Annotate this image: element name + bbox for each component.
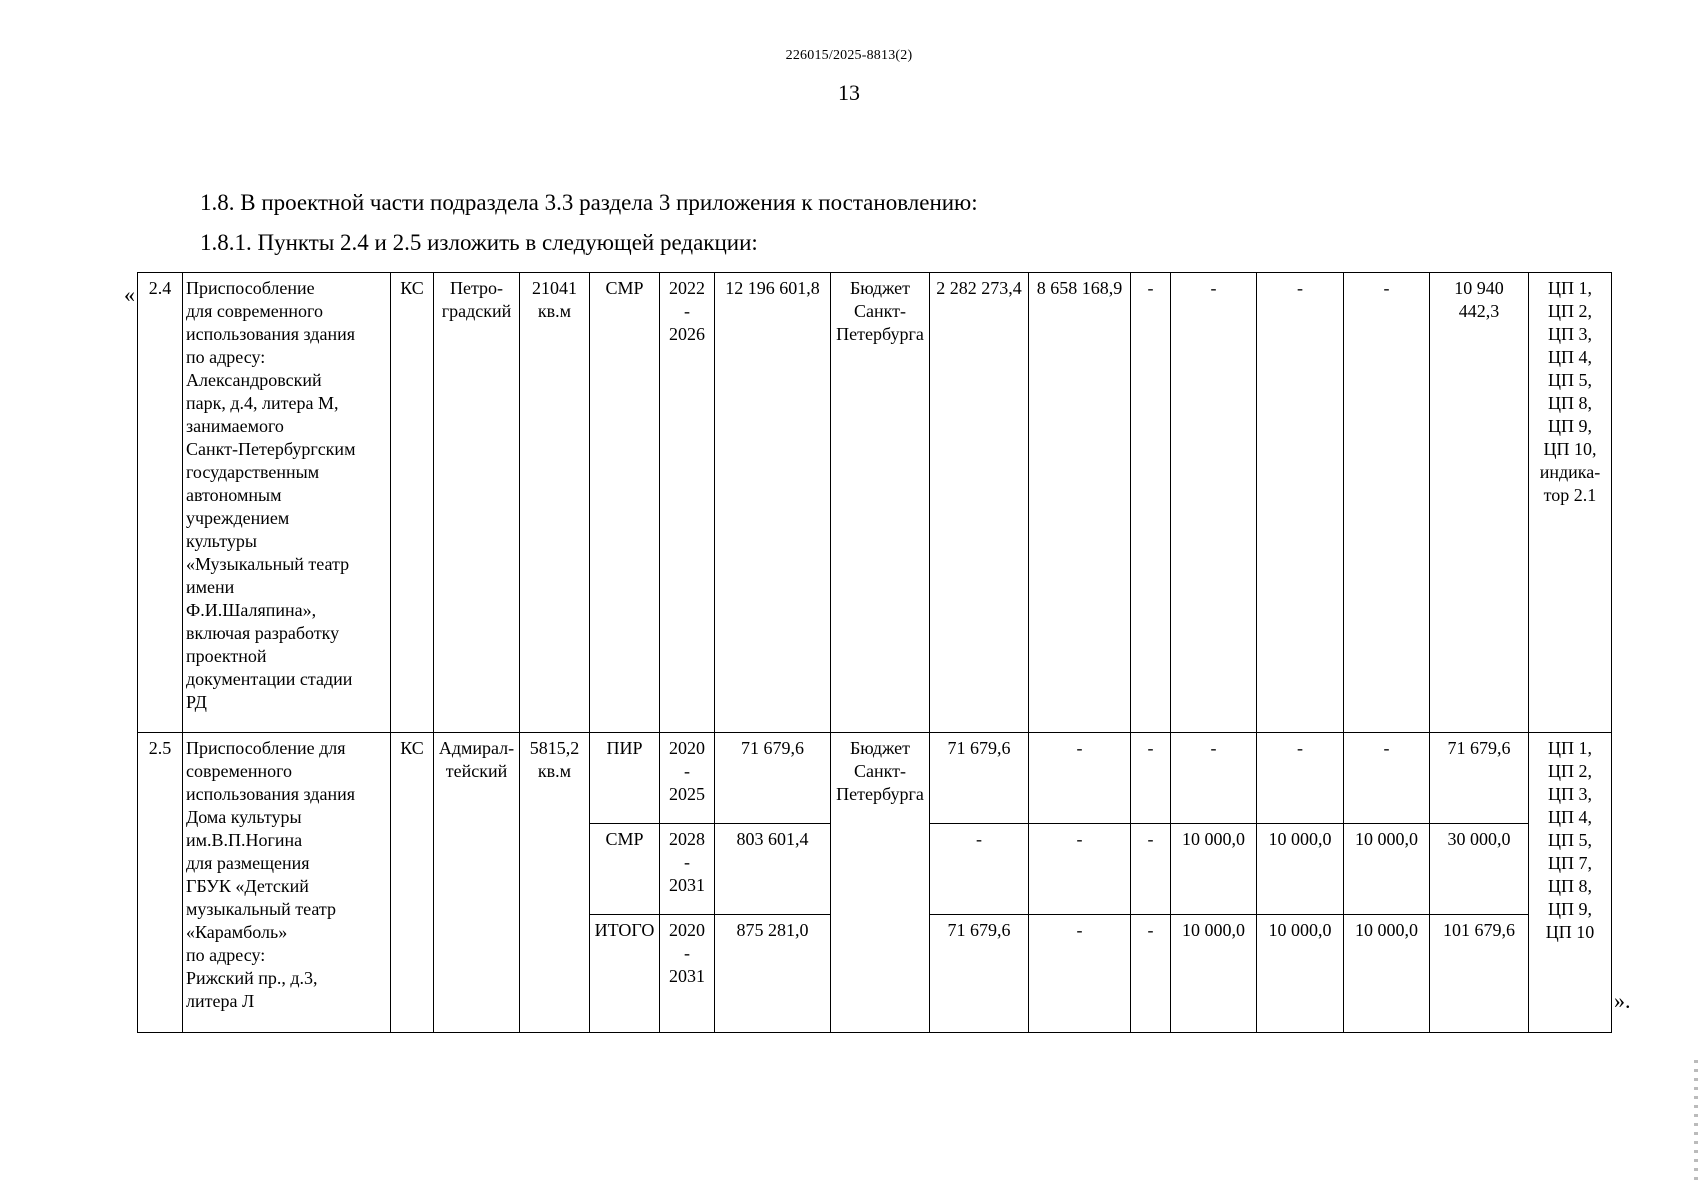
years: 2022 - 2026 bbox=[660, 273, 715, 733]
area: 21041 кв.м bbox=[520, 273, 590, 733]
value-col-1: 71 679,6 bbox=[930, 733, 1029, 824]
value-col-4: - bbox=[1171, 273, 1257, 733]
intro-line-1: 1.8. В проектной части подраздела 3.3 раздела 3 приложения к постановлению: bbox=[200, 190, 978, 215]
work-type: ИТОГО bbox=[590, 915, 660, 1033]
row-number: 2.5 bbox=[138, 733, 183, 1033]
value-total: 101 679,6 bbox=[1430, 915, 1529, 1033]
indicators: ЦП 1, ЦП 2, ЦП 3, ЦП 4, ЦП 5, ЦП 7, ЦП 8, ЦП 9, ЦП 10 bbox=[1529, 733, 1612, 1033]
work-type: СМР bbox=[590, 273, 660, 733]
ks-code: КС bbox=[391, 273, 434, 733]
opening-quote: « bbox=[124, 282, 135, 307]
years: 2020 - 2025 bbox=[660, 733, 715, 824]
value-col-1: 2 282 273,4 bbox=[930, 273, 1029, 733]
value-col-6: - bbox=[1344, 733, 1430, 824]
value-total: 10 940 442,3 bbox=[1430, 273, 1529, 733]
total-cost: 803 601,4 bbox=[715, 824, 831, 915]
years: 2020 - 2031 bbox=[660, 915, 715, 1033]
value-col-3: - bbox=[1131, 915, 1171, 1033]
district: Адмирал- тейский bbox=[434, 733, 520, 1033]
area: 5815,2 кв.м bbox=[520, 733, 590, 1033]
table-row-2-4 bbox=[138, 273, 1612, 733]
value-col-1: 71 679,6 bbox=[930, 915, 1029, 1033]
years: 2028 - 2031 bbox=[660, 824, 715, 915]
value-col-3: - bbox=[1131, 733, 1171, 824]
value-col-1: - bbox=[930, 824, 1029, 915]
amendment-table bbox=[137, 272, 1612, 1033]
value-col-4: 10 000,0 bbox=[1171, 824, 1257, 915]
value-col-2: - bbox=[1029, 733, 1131, 824]
indicators: ЦП 1, ЦП 2, ЦП 3, ЦП 4, ЦП 5, ЦП 8, ЦП 9, ЦП 10, индика- тор 2.1 bbox=[1529, 273, 1612, 733]
value-col-6: 10 000,0 bbox=[1344, 915, 1430, 1033]
value-col-4: - bbox=[1171, 733, 1257, 824]
value-total: 30 000,0 bbox=[1430, 824, 1529, 915]
value-col-6: 10 000,0 bbox=[1344, 824, 1430, 915]
value-col-2: 8 658 168,9 bbox=[1029, 273, 1131, 733]
value-col-3: - bbox=[1131, 273, 1171, 733]
document-id: 226015/2025-8813(2) bbox=[785, 48, 913, 63]
table-row-2-5-pir bbox=[138, 733, 1612, 824]
value-col-6: - bbox=[1344, 273, 1430, 733]
closing-quote: ». bbox=[1614, 988, 1631, 1013]
page-number: 13 bbox=[838, 80, 860, 105]
value-col-4: 10 000,0 bbox=[1171, 915, 1257, 1033]
intro-line-2: 1.8.1. Пункты 2.4 и 2.5 изложить в следующей редакции: bbox=[200, 230, 758, 255]
object-name: Приспособление для современного использования здания Дома культуры им.В.П.Ногина для размещения ГБУК «Детский музыкальный театр «Карамболь» по адресу: Рижский пр., д.3, литера Л bbox=[183, 733, 391, 1033]
value-col-3: - bbox=[1131, 824, 1171, 915]
value-col-2: - bbox=[1029, 824, 1131, 915]
object-name: Приспособление для современного использования здания по адресу: Александровский парк, д.4, литера М, занимаемого Санкт-Петербургским государственным автономным учреждением культуры «Музыкальный театр имени Ф.И.Шаляпина», включая разработку проектной документации стадии РД bbox=[183, 273, 391, 733]
value-col-2: - bbox=[1029, 915, 1131, 1033]
total-cost: 875 281,0 bbox=[715, 915, 831, 1033]
value-col-5: 10 000,0 bbox=[1257, 824, 1344, 915]
ks-code: КС bbox=[391, 733, 434, 1033]
row-number: 2.4 bbox=[138, 273, 183, 733]
work-type: ПИР bbox=[590, 733, 660, 824]
value-col-5: - bbox=[1257, 733, 1344, 824]
work-type: СМР bbox=[590, 824, 660, 915]
scan-edge-marks bbox=[1694, 1060, 1698, 1180]
value-total: 71 679,6 bbox=[1430, 733, 1529, 824]
value-col-5: 10 000,0 bbox=[1257, 915, 1344, 1033]
total-cost: 71 679,6 bbox=[715, 733, 831, 824]
district: Петро- градский bbox=[434, 273, 520, 733]
funding-source: Бюджет Санкт- Петербурга bbox=[831, 273, 930, 733]
value-col-5: - bbox=[1257, 273, 1344, 733]
funding-source: Бюджет Санкт- Петербурга bbox=[831, 733, 930, 1033]
total-cost: 12 196 601,8 bbox=[715, 273, 831, 733]
